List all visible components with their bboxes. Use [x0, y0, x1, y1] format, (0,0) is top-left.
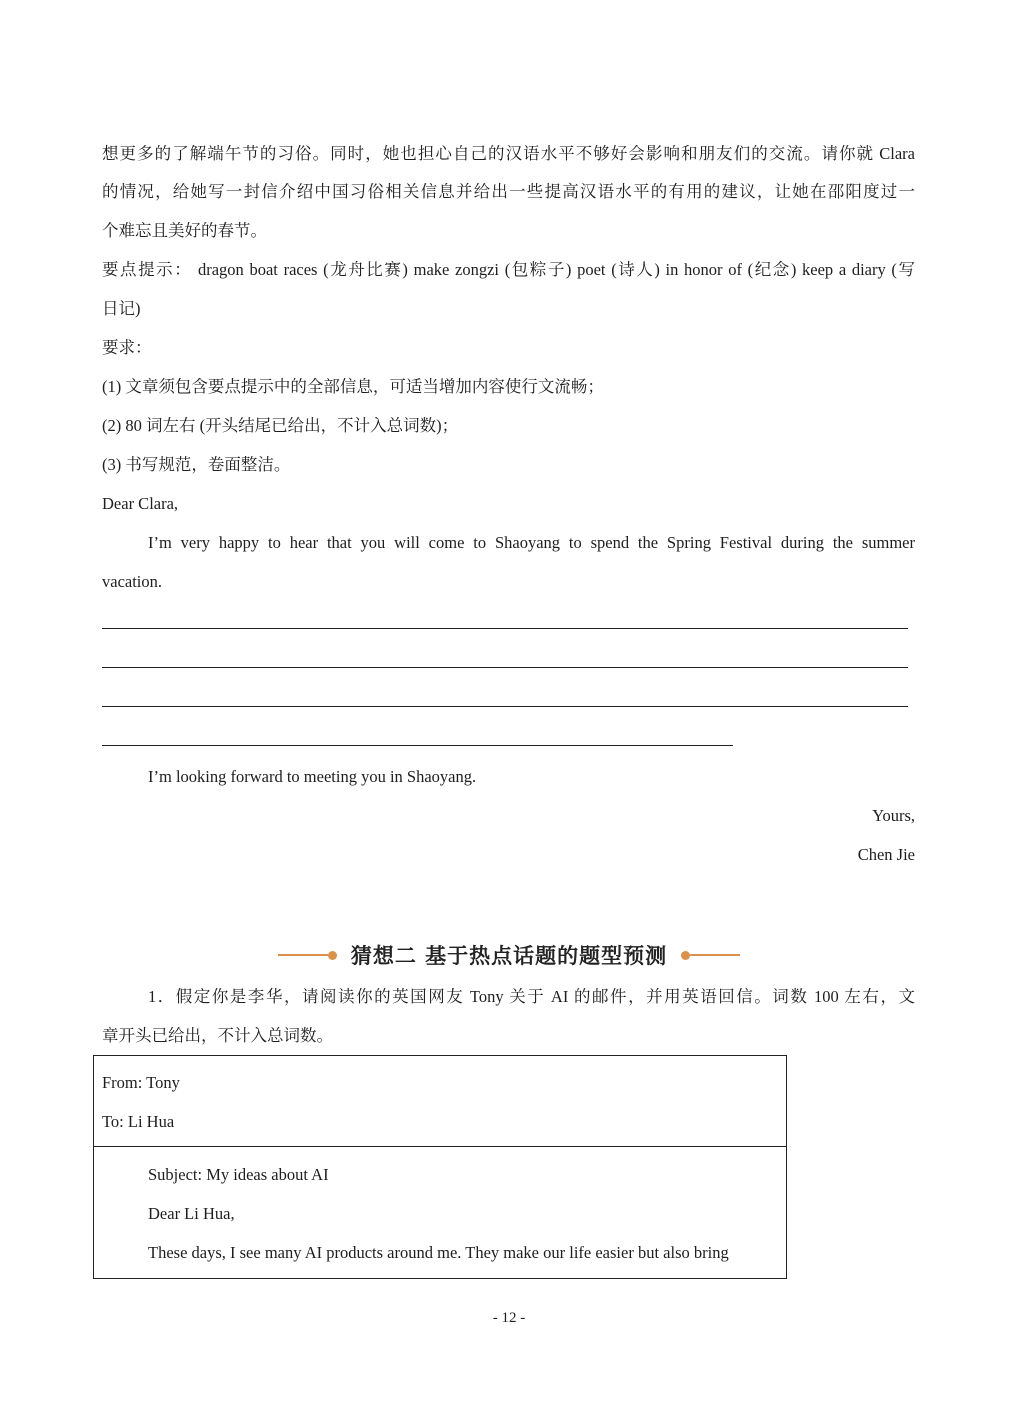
task-text-line-3: 个难忘且美好的春节。: [102, 221, 267, 240]
email-greeting: Dear Li Hua,: [148, 1204, 235, 1223]
task-text-line-2: 的情况，给她写一封信介绍中国习俗相关信息并给出一些提高汉语水平的有用的建议，让她在邵阳度过一: [102, 182, 915, 201]
answer-blank-line-2[interactable]: [102, 667, 908, 668]
email-header-divider: [94, 1146, 786, 1147]
question-1-line-2: 章开头已给出，不计入总词数。: [102, 1026, 333, 1045]
letter-opening-line-1: I’m very happy to hear that you will come to Shaoyang to spend the Spring Festival during the summer: [148, 533, 915, 552]
hints-line-2: 日记): [102, 299, 141, 318]
letter-opening-line-2: vacation.: [102, 572, 163, 591]
answer-blank-line-1[interactable]: [102, 628, 908, 629]
requirement-3: (3) 书写规范，卷面整洁。: [102, 455, 291, 474]
letter-salutation: Dear Clara,: [102, 494, 179, 513]
answer-blank-line-4[interactable]: [102, 745, 733, 746]
email-subject: Subject: My ideas about AI: [148, 1165, 329, 1184]
requirement-2: (2) 80 词左右 (开头结尾已给出，不计入总词数)；: [102, 416, 459, 435]
letter-signoff: Yours,: [872, 806, 915, 825]
task-text-line-1: 想更多的了解端午节的习俗。同时，她也担心自己的汉语水平不够好会影响和朋友们的交流。请你就 Clara: [102, 144, 915, 163]
heading-right-ornament: [681, 951, 740, 960]
requirements-label: 要求：: [102, 338, 152, 357]
email-from: From: Tony: [102, 1073, 180, 1092]
hints-line-1: 要点提示： dragon boat races (龙舟比赛) make zongzi (包粽子) poet (诗人) in honor of (纪念) keep a diary (写: [102, 260, 915, 279]
question-1-line-1: 1．假定你是李华，请阅读你的英国网友 Tony 关于 AI 的邮件，并用英语回信。词数 100 左右，文: [148, 987, 915, 1006]
page-number: - 12 -: [492, 1310, 526, 1326]
answer-blank-line-3[interactable]: [102, 706, 908, 707]
section-heading: [0, 938, 1018, 972]
section-title: 猜想二 基于热点话题的题型预测: [350, 944, 668, 968]
requirement-1: (1) 文章须包含要点提示中的全部信息，可适当增加内容使行文流畅；: [102, 377, 604, 396]
email-body-line-1: These days, I see many AI products around me. They make our life easier but also bring: [148, 1243, 729, 1262]
heading-left-ornament: [278, 951, 337, 960]
letter-signature: Chen Jie: [857, 845, 915, 864]
email-to: To: Li Hua: [102, 1112, 175, 1131]
letter-closing: I’m looking forward to meeting you in Shaoyang.: [148, 767, 477, 786]
